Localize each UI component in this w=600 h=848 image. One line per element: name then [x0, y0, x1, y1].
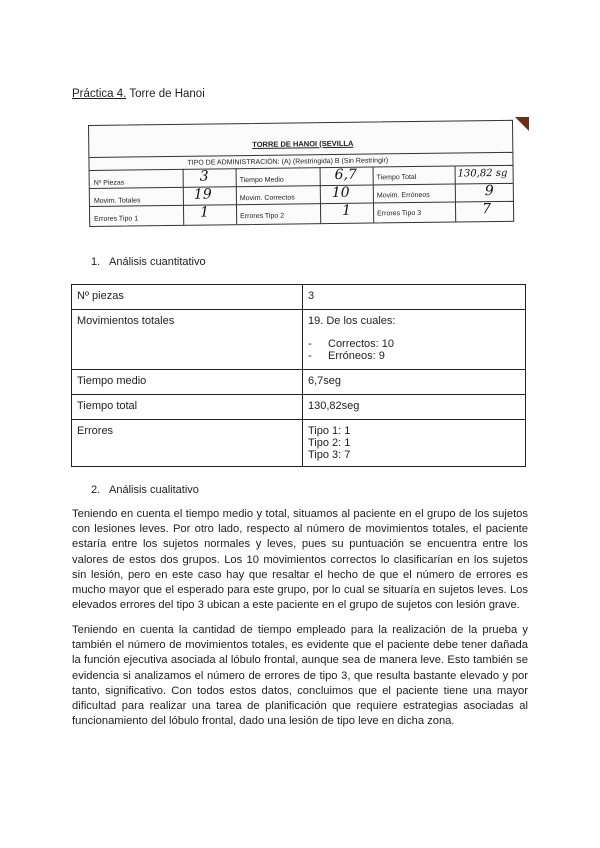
- paragraph: Teniendo en cuenta la cantidad de tiempo empleado para la realización de la prueba y también el número de movimientos totales, es evidente que el paciente debe tener dañada la función ejecutiva asociada al lóbulo frontal, aunque sea de manera leve. Esto también se evidencia si analizamos el número de errores de tipo 3, que resulta bastante elevado y por tanto, significativo. Con todos estos datos, concluimos que el paciente tiene una mayor dificultad para realizar una tarea de planificación que requiere estrategias asociadas al funcionamiento del lóbulo frontal, dado una lesión de tipo leve en dicha zona.: [72, 624, 528, 728]
- form-divider: [236, 168, 238, 224]
- table-cell-value: [303, 420, 526, 467]
- table-row: [72, 420, 526, 467]
- form-divider: [89, 152, 512, 158]
- table-cell-value: 130,82seg: [303, 395, 526, 420]
- table-cell-label: Tiempo total: [72, 395, 303, 420]
- error-type-1: Tipo 1: 1: [308, 425, 351, 437]
- table-cell-value: 6,7seg: [303, 370, 526, 395]
- form-value: 1: [341, 202, 352, 219]
- form-divider: [90, 201, 513, 207]
- section-heading-cuantitativo: [91, 256, 206, 268]
- form-label: Tiempo Total: [376, 173, 417, 182]
- table-cell-label: Tiempo medio: [72, 370, 303, 395]
- section-title: Análisis cualitativo: [109, 484, 199, 496]
- error-type-2: Tipo 2: 1: [308, 437, 351, 449]
- form-label: Errores Tipo 3: [377, 209, 422, 218]
- page-title: [72, 88, 205, 100]
- form-value: 19: [193, 186, 212, 203]
- form-label: Movim. Totales: [93, 197, 141, 205]
- form-divider: [90, 165, 513, 171]
- form-value: 7: [481, 201, 492, 218]
- list-item: - Erróneos: 9: [328, 350, 520, 362]
- form-value: 130,82 sg: [457, 167, 508, 180]
- section-heading-cualitativo: [91, 484, 199, 496]
- scanned-form: [88, 120, 514, 227]
- movements-breakdown: [308, 338, 520, 362]
- table-cell-value: [303, 310, 526, 370]
- form-divider: [455, 166, 457, 222]
- form-admin-type: TIPO DE ADMINISTRACIÓN: (A) (Restringida) B (Sin Restringir): [187, 157, 389, 167]
- practice-name: Torre de Hanoi: [126, 88, 205, 100]
- form-label: Movim. Correctos: [239, 194, 295, 203]
- scan-corner-mark: [515, 117, 529, 131]
- table-row: [72, 310, 526, 370]
- results-table: [71, 284, 526, 467]
- table-cell-label: Errores: [72, 420, 303, 467]
- form-divider: [320, 167, 322, 223]
- movements-total: 19. De los cuales:: [308, 315, 396, 327]
- form-header: TORRE DE HANOI (SEVILLA: [252, 138, 354, 149]
- paragraph: Teniendo en cuenta el tiempo medio y total, situamos al paciente en el grupo de los sujetos con lesiones leves. Por otro lado, respecto al número de movimientos totales, el paciente estaría entre los sujetos normales y leves, pues su puntuación se encuentra entre los valores de estos dos grupos. Los 10 movimientos correctos lo clasificarían en los sujetos sin lesión, pero en este caso hay que resaltar el hecho de que el número de errores es mucho mayor que el esperado para este grupo, por lo cual se situaría en sujetos leves. Los elevados errores del tipo 3 ubican a este paciente en el grupo de sujetos con lesión grave.: [72, 508, 528, 612]
- form-value: 3: [199, 168, 209, 185]
- form-divider: [373, 167, 375, 223]
- form-value: 1: [199, 204, 210, 221]
- form-value: 6,7: [334, 166, 357, 183]
- form-divider: [90, 183, 513, 189]
- form-divider: [183, 169, 185, 225]
- table-cell-label: Nº piezas: [72, 285, 303, 310]
- form-value: 9: [484, 183, 494, 200]
- practice-number: Práctica 4.: [72, 88, 127, 100]
- form-label: Errores Tipo 1: [94, 215, 139, 223]
- form-label: Errores Tipo 2: [240, 212, 285, 221]
- list-item: - Correctos: 10: [328, 338, 520, 350]
- form-label: Movim. Erróneos: [376, 191, 430, 200]
- table-row: [72, 285, 526, 310]
- table-row: [72, 395, 526, 420]
- form-label: Tiempo Medio: [239, 176, 284, 185]
- form-label: Nº Piezas: [93, 179, 125, 187]
- section-number: 1.: [91, 256, 101, 268]
- table-cell-value: 3: [303, 285, 526, 310]
- error-type-3: Tipo 3: 7: [308, 449, 351, 461]
- table-row: [72, 370, 526, 395]
- section-title: Análisis cuantitativo: [109, 256, 206, 268]
- section-number: 2.: [91, 484, 101, 496]
- form-value: 10: [331, 184, 350, 202]
- table-cell-label: Movimientos totales: [72, 310, 303, 370]
